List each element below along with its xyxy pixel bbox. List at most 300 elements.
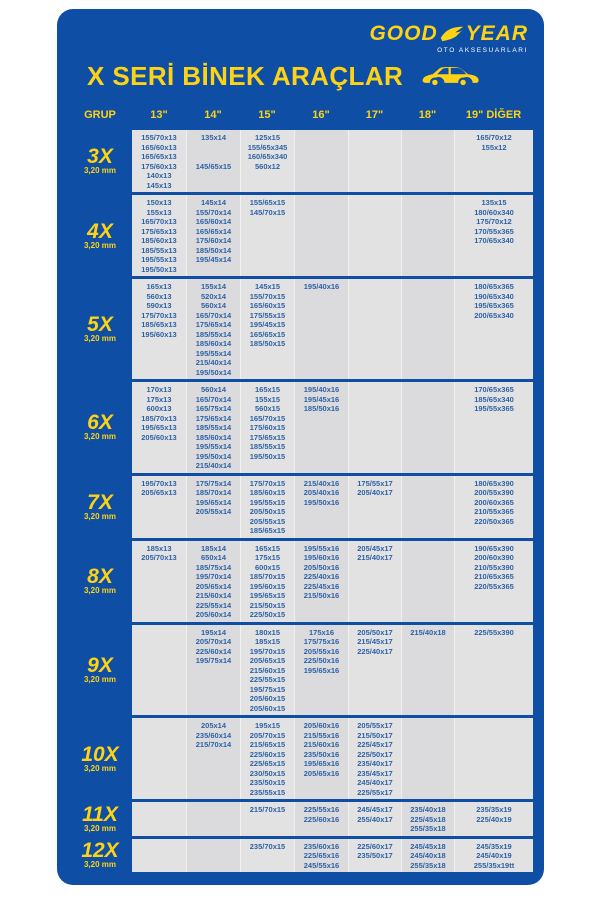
size-column (454, 802, 533, 836)
tire-size (187, 265, 240, 275)
tire-size (187, 152, 240, 162)
group-row-12x (68, 839, 533, 873)
tire-size: 165/60x15 (249, 301, 286, 310)
tire-size (455, 442, 533, 452)
tire-size: 155/70x13 (141, 133, 177, 142)
tire-size (132, 498, 186, 508)
size-column (401, 382, 454, 473)
tire-size (349, 152, 401, 162)
tire-size: 145x13 (146, 180, 172, 190)
tire-size (455, 778, 533, 788)
tire-size (402, 414, 454, 424)
tire-size: 215/40x18 (410, 627, 446, 637)
tire-size: 195/45x14 (195, 255, 232, 264)
tire-size (295, 152, 348, 162)
size-column (348, 476, 401, 538)
tire-size (402, 544, 454, 554)
group-row-3x (68, 130, 533, 192)
tire-size (187, 666, 240, 676)
tire-size: 155/65x345 (247, 142, 288, 152)
tire-size: 245/35x19 (476, 841, 512, 851)
tire-size: 215/40x16 (303, 478, 340, 488)
tire-size: 175/65x15 (249, 432, 286, 442)
tire-size (187, 842, 240, 852)
tire-size: 165/70x14 (195, 310, 232, 320)
tire-size (295, 517, 348, 527)
tire-size: 170/65x365 (474, 385, 514, 394)
group-row-4x (68, 195, 533, 276)
tire-size (402, 498, 454, 508)
size-column (348, 195, 401, 276)
tire-size (132, 861, 186, 871)
group-label-8x (68, 541, 132, 622)
column-header-2: 14" (204, 109, 222, 121)
tire-size (402, 488, 454, 498)
tire-size (132, 750, 186, 760)
tire-size: 195/75x14 (195, 656, 232, 665)
tire-size: 175/65x14 (195, 320, 232, 329)
tire-size: 205/50x16 (303, 562, 340, 572)
tire-size: 185/50x16 (303, 404, 340, 413)
tire-size (455, 788, 533, 798)
group-spec: 3,20 mm (83, 586, 117, 595)
group-name: 3X (87, 145, 113, 168)
tire-size: 205/60x13 (141, 432, 177, 442)
tire-size: 205/65x15 (249, 656, 286, 665)
tire-size: 205/60x15 (249, 703, 286, 713)
tire-size: 245/40x19 (476, 851, 512, 860)
tire-size (295, 143, 348, 153)
tire-size (295, 311, 348, 321)
tire-size: 205/55x16 (303, 646, 340, 656)
tire-size: 185/60x13 (141, 236, 177, 245)
tire-size (295, 292, 348, 302)
tire-size (455, 769, 533, 779)
tire-size (402, 311, 454, 321)
tire-size (295, 181, 348, 191)
tire-size (349, 330, 401, 340)
tire-size (241, 227, 294, 237)
tire-size (295, 330, 348, 340)
tire-size (455, 368, 533, 378)
tire-size (295, 265, 348, 275)
column-header-7: 19" DİĞER (465, 109, 522, 121)
tire-size: 195/55x14 (195, 348, 232, 358)
group-label-7x (68, 476, 132, 538)
tire-size: 135x14 (200, 133, 227, 142)
size-column (132, 802, 186, 836)
tire-size (187, 685, 240, 695)
tire-size: 205/55x15 (249, 516, 286, 526)
tire-size (402, 769, 454, 779)
tire-size (132, 628, 186, 638)
tire-size: 590x13 (146, 301, 172, 310)
tire-size (455, 740, 533, 750)
tire-size: 165/70x15 (249, 413, 286, 423)
tire-size: 195/65x16 (303, 759, 340, 768)
tire-size (132, 824, 186, 834)
tire-size (349, 385, 401, 395)
tire-size (132, 452, 186, 462)
tire-size (402, 507, 454, 517)
logo-subtitle: OTO AKSESUARLARI (437, 47, 528, 54)
tire-size: 145x14 (200, 198, 227, 207)
size-column (294, 382, 348, 473)
group-row-7x (68, 476, 533, 538)
tire-size: 170x13 (146, 385, 172, 394)
tire-size (455, 721, 533, 731)
tire-size (349, 442, 401, 452)
size-column (186, 802, 240, 836)
tire-size: 225/65x15 (249, 759, 286, 768)
size-column (132, 279, 186, 379)
group-spec: 3,20 mm (83, 166, 117, 175)
tire-size (402, 572, 454, 582)
tire-size (402, 740, 454, 750)
size-column (294, 541, 348, 622)
tire-size (402, 788, 454, 798)
tire-size: 165x15 (254, 385, 281, 394)
tire-size (295, 358, 348, 368)
tire-size: 225/50x16 (303, 656, 340, 665)
tire-size (402, 591, 454, 601)
tire-size: 195/55x365 (474, 404, 514, 413)
tire-size (455, 675, 533, 685)
tire-size: 255/40x17 (357, 814, 393, 824)
tire-size (402, 171, 454, 181)
tire-size: 185x14 (200, 543, 227, 553)
tire-size (349, 423, 401, 433)
size-column (294, 279, 348, 379)
tire-size (402, 358, 454, 368)
tire-size (295, 704, 348, 714)
tire-size: 185/65x15 (249, 526, 286, 535)
tire-size (349, 171, 401, 181)
tire-size (241, 171, 294, 181)
tire-size (241, 181, 294, 191)
tire-size: 195/65x13 (141, 423, 177, 432)
group-label-3x (68, 130, 132, 192)
tire-size (295, 208, 348, 218)
tire-size: 185x15 (254, 637, 281, 646)
tire-size: 245/40x17 (357, 778, 393, 787)
tire-size (455, 181, 533, 191)
goodyear-wordmark (369, 22, 528, 46)
tire-size (295, 171, 348, 181)
tire-size: 185/50x14 (195, 245, 232, 255)
tire-size: 175/60x13 (141, 161, 177, 171)
tire-size: 195/60x13 (141, 329, 177, 339)
group-name: 4X (87, 219, 113, 243)
size-column (348, 279, 401, 379)
size-column (454, 279, 533, 379)
tire-size (187, 694, 240, 704)
tire-size: 195/65x16 (303, 665, 340, 675)
tire-size: 245/40x18 (410, 851, 446, 860)
tire-size (402, 694, 454, 704)
column-header-0: GRUP (84, 109, 116, 121)
group-spec: 3,20 mm (83, 334, 117, 343)
tire-size (295, 685, 348, 695)
tire-size (349, 358, 401, 368)
tire-size: 195/50x14 (195, 451, 232, 461)
tire-size (455, 339, 533, 349)
size-column (132, 839, 186, 873)
group-name: 7X (87, 490, 113, 514)
tire-size (132, 582, 186, 592)
column-header-5: 17" (365, 109, 384, 121)
tire-size (295, 461, 348, 471)
tire-size (402, 301, 454, 311)
tire-size (132, 740, 186, 750)
group-row-6x (68, 382, 533, 473)
size-column (454, 382, 533, 473)
tire-size: 215/50x15 (249, 600, 286, 610)
tire-size: 195/55x14 (195, 442, 232, 451)
tire-size: 185/55x14 (195, 423, 232, 432)
tire-size (349, 311, 401, 321)
tire-size: 200/65x340 (474, 310, 514, 320)
tire-size (295, 526, 348, 536)
size-column (132, 195, 186, 276)
tire-size (132, 704, 186, 714)
tire-size (187, 526, 240, 536)
tire-size (402, 731, 454, 741)
tire-size: 190/65x390 (474, 543, 514, 553)
tire-size (402, 750, 454, 760)
tire-size (295, 339, 348, 349)
group-row-5x (68, 279, 533, 379)
size-column (186, 382, 240, 473)
tire-size: 160/65x340 (247, 152, 288, 161)
tire-size (455, 423, 533, 433)
tire-size (402, 759, 454, 769)
size-column (454, 541, 533, 622)
tire-size: 215/50x16 (303, 591, 340, 600)
tire-size (295, 236, 348, 246)
group-name: 8X (87, 565, 113, 588)
tire-size: 190/65x340 (474, 291, 514, 301)
tire-size: 245/55x16 (303, 860, 340, 870)
tire-size: 235/50x17 (357, 851, 393, 860)
tire-size (455, 601, 533, 611)
tire-size: 205/40x17 (357, 488, 393, 497)
tire-size: 175/70x12 (476, 217, 512, 226)
size-column (294, 130, 348, 192)
tire-size: 205x14 (200, 721, 227, 730)
tire-size (349, 255, 401, 265)
tire-size (132, 647, 186, 657)
tire-size (402, 227, 454, 237)
size-column (294, 625, 348, 716)
tire-size (349, 517, 401, 527)
tire-size: 180x15 (254, 627, 281, 637)
tire-size: 195/40x16 (303, 385, 340, 394)
car-icon (419, 65, 479, 89)
tire-size: 175x15 (254, 553, 281, 562)
tire-size: 205/50x17 (357, 627, 393, 637)
tire-size (349, 301, 401, 311)
tire-size (132, 517, 186, 527)
tire-size: 195/55x13 (141, 255, 177, 264)
tire-size: 195/65x14 (195, 497, 232, 507)
tire-size (295, 255, 348, 265)
tire-size (241, 217, 294, 227)
size-column (348, 541, 401, 622)
tire-size (455, 349, 533, 359)
tire-size: 210/65x365 (474, 572, 514, 581)
tire-size (187, 778, 240, 788)
tire-size (132, 788, 186, 798)
tire-size (349, 246, 401, 256)
tire-size (295, 507, 348, 517)
tire-size (402, 423, 454, 433)
tire-size (402, 442, 454, 452)
group-label-5x (68, 279, 132, 379)
tire-size (349, 507, 401, 517)
tire-size: 235/35x19 (476, 805, 512, 814)
size-column (186, 195, 240, 276)
tire-size (295, 452, 348, 462)
size-column (401, 476, 454, 538)
group-spec: 3,20 mm (83, 674, 117, 684)
tire-size: 235/40x17 (357, 759, 393, 768)
tire-size (402, 563, 454, 573)
logo-good-text: GOOD (369, 22, 438, 45)
tire-size (187, 769, 240, 779)
tire-size: 195/75x15 (249, 684, 286, 694)
tire-size (349, 208, 401, 218)
tire-size: 205/60x15 (249, 694, 286, 703)
size-column (240, 130, 294, 192)
tire-size: 600x13 (146, 404, 172, 413)
group-label-9x (68, 625, 132, 716)
size-column (401, 625, 454, 716)
size-column (240, 802, 294, 836)
tire-size (295, 433, 348, 443)
tire-size: 225/45x17 (357, 740, 393, 749)
tire-size: 185/60x14 (195, 339, 232, 348)
size-column (401, 541, 454, 622)
tire-size (187, 143, 240, 153)
tire-size (132, 805, 186, 815)
tire-size: 220/50x365 (474, 516, 514, 526)
tire-size: 235/50x16 (303, 749, 340, 759)
tire-size (349, 675, 401, 685)
tire-size (402, 452, 454, 462)
tire-size: 175/65x13 (141, 226, 177, 236)
size-column (132, 625, 186, 716)
tire-size: 175/55x15 (249, 310, 286, 320)
tire-size (295, 778, 348, 788)
tire-size (187, 805, 240, 815)
tire-size: 195/60x15 (249, 581, 286, 591)
tire-size (455, 320, 533, 330)
group-label-4x (68, 195, 132, 276)
tire-size (455, 162, 533, 172)
tire-size (402, 395, 454, 405)
tire-size (187, 851, 240, 861)
column-header-6: 18" (418, 109, 437, 121)
size-column (240, 625, 294, 716)
tire-size: 185/50x15 (249, 339, 286, 348)
tire-size (241, 255, 294, 265)
group-spec: 3,20 mm (83, 432, 117, 442)
tire-size (349, 563, 401, 573)
tire-size: 145/70x15 (249, 207, 286, 217)
tire-size (402, 610, 454, 620)
title-row (87, 61, 479, 92)
size-column (454, 476, 533, 538)
tire-size (349, 861, 401, 871)
tire-size (132, 339, 186, 349)
tire-size: 165/60x13 (141, 142, 177, 152)
tire-size (132, 442, 186, 452)
tire-size (402, 675, 454, 685)
tire-size (187, 824, 240, 834)
tire-size (132, 591, 186, 601)
tire-size (402, 601, 454, 611)
tire-size: 195/40x16 (303, 282, 340, 291)
tire-size (402, 330, 454, 340)
tire-size (132, 694, 186, 704)
tire-size (187, 750, 240, 760)
group-spec: 3,20 mm (83, 240, 117, 250)
size-column (454, 130, 533, 192)
tire-size (132, 842, 186, 852)
tire-size: 600x15 (254, 562, 281, 572)
tire-size (402, 385, 454, 395)
tire-size: 165/65x14 (195, 226, 232, 236)
tire-size (349, 162, 401, 172)
group-spec: 3,20 mm (83, 860, 117, 870)
tire-size: 205/55x14 (195, 507, 232, 516)
tire-size (455, 526, 533, 536)
tire-size (349, 217, 401, 227)
size-column (240, 839, 294, 873)
tire-size (241, 236, 294, 246)
tire-size (455, 750, 533, 760)
tire-size: 195/55x16 (303, 543, 340, 553)
tire-size: 195x14 (200, 627, 227, 637)
group-row-10x (68, 718, 533, 799)
tire-size (349, 282, 401, 292)
table-header (68, 109, 533, 121)
tire-size: 205/65x13 (141, 488, 177, 497)
size-table (68, 130, 533, 872)
tire-size (295, 133, 348, 143)
tire-size: 235/55x15 (249, 787, 286, 797)
tire-size: 650x14 (200, 553, 227, 562)
tire-size (132, 637, 186, 647)
tire-size: 195/55x15 (249, 497, 286, 507)
tire-size: 560x13 (146, 291, 172, 301)
group-spec: 3,20 mm (83, 511, 117, 521)
tire-size: 560x14 (200, 301, 227, 310)
size-column (401, 718, 454, 799)
tire-size: 185/65x13 (141, 320, 177, 329)
tire-size: 185x13 (146, 543, 172, 553)
tire-size: 170/55x365 (474, 226, 514, 236)
size-column (401, 130, 454, 192)
tire-size (132, 666, 186, 676)
size-column (294, 718, 348, 799)
tire-size (402, 236, 454, 246)
tire-size: 195/65x365 (474, 301, 514, 310)
tire-size (241, 358, 294, 368)
tire-size: 205/60x16 (303, 721, 340, 730)
tire-size: 225/50x15 (249, 610, 286, 619)
